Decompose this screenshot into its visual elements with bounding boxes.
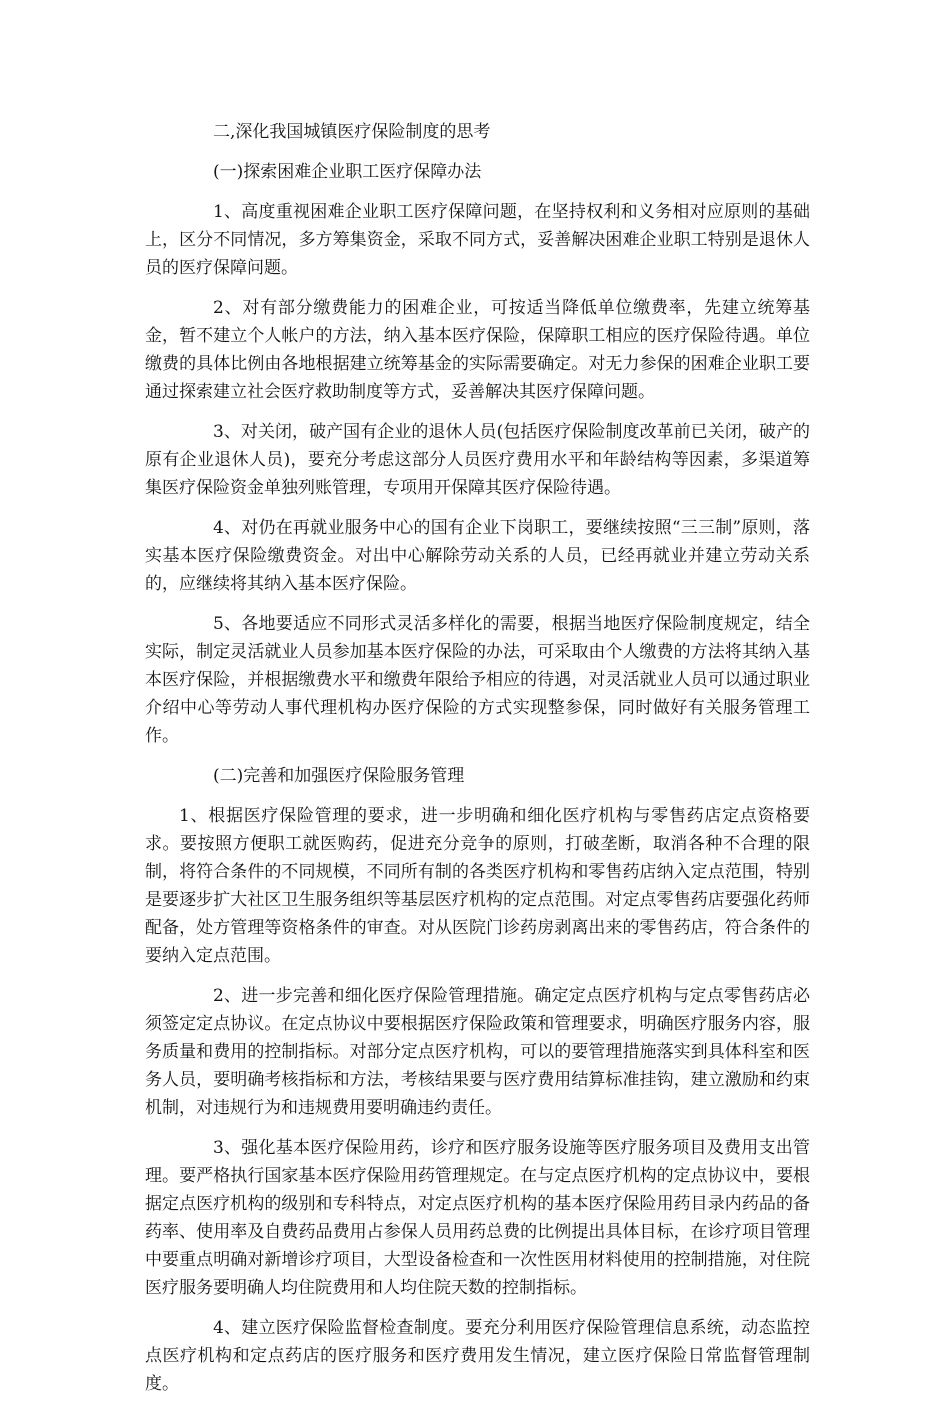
document-body [145,118,810,1410]
subsection-2-paragraph-1: 1、根据医疗保险管理的要求，进一步明确和细化医疗机构与零售药店定点资格要求。要按照方便职工就医购药，促进充分竞争的原则，打破垄断，取消各种不合理的限制，将符合条件的不同规模，不同所有制的各类医疗机构和零售药店纳入定点范围，特别是要逐步扩大社区卫生服务组织等基层医疗机构的定点范围。对定点零售药店要强化药师配备，处方管理等资格条件的审查。对从医院门诊药房剥离出来的零售药店，符合条件的要纳入定点范围。 [145,806,810,966]
section-title: 二,深化我国城镇医疗保险制度的思考 [213,122,491,142]
subsection-2-paragraph-2: 2、进一步完善和细化医疗保险管理措施。确定定点医疗机构与定点零售药店必须签定定点协议。在定点协议中要根据医疗保险政策和管理要求，明确医疗服务内容，服务质量和费用的控制指标。对部分定点医疗机构，可以的要管理措施落实到具体科室和医务人员，要明确考核指标和方法，考核结果要与医疗费用结算标准挂钩，建立激励和约束机制，对违规行为和违规费用要明确违约责任。 [145,986,810,1118]
subsection-1-paragraph-3: 3、对关闭，破产国有企业的退休人员(包括医疗保险制度改革前已关闭，破产的原有企业退休人员)，要充分考虑这部分人员医疗费用水平和年龄结构等因素，多渠道筹集医疗保险资金单独列账管理，专项用开保障其医疗保险待遇。 [145,422,810,498]
subsection-1-paragraph-2: 2、对有部分缴费能力的困难企业，可按适当降低单位缴费率，先建立统筹基金，暂不建立个人帐户的方法，纳入基本医疗保险，保障职工相应的医疗保险待遇。单位缴费的具体比例由各地根据建立统筹基金的实际需要确定。对无力参保的困难企业职工要通过探索建立社会医疗救助制度等方式，妥善解决其医疗保障问题。 [145,298,810,402]
subsection-2-paragraph-4: 4、建立医疗保险监督检查制度。要充分利用医疗保险管理信息系统，动态监控点医疗机构和定点药店的医疗服务和医疗费用发生情况，建立医疗保险日常监督管理制度。 [145,1318,810,1394]
subsection-1-paragraph-5: 5、各地要适应不同形式灵活多样化的需要，根据当地医疗保险制度规定，结全实际，制定灵活就业人员参加基本医疗保险的办法，可采取由个人缴费的方法将其纳入基本医疗保险，并根据缴费水平和缴费年限给予相应的待遇，对灵活就业人员可以通过职业介绍中心等劳动人事代理机构办医疗保险的方式实现整参保，同时做好有关服务管理工作。 [145,614,810,746]
subsection-1-title: (一)探索困难企业职工医疗保障办法 [213,162,482,182]
subsection-2-paragraph-3: 3、强化基本医疗保险用药，诊疗和医疗服务设施等医疗服务项目及费用支出管理。要严格执行国家基本医疗保险用药管理规定。在与定点医疗机构的定点协议中，要根据定点医疗机构的级别和专科特点，对定点医疗机构的基本医疗保险用药目录内药品的备药率、使用率及自费药品费用占参保人员用药总费的比例提出具体目标，在诊疗项目管理中要重点明确对新增诊疗项目，大型设备检查和一次性医用材料使用的控制措施，对住院医疗服务要明确人均住院费用和人均住院天数的控制指标。 [145,1138,810,1298]
subsection-2-title: (二)完善和加强医疗保险服务管理 [213,766,465,786]
subsection-1-paragraph-4: 4、对仍在再就业服务中心的国有企业下岗职工，要继续按照“三三制”原则，落实基本医疗保险缴费资金。对出中心解除劳动关系的人员，已经再就业并建立劳动关系的，应继续将其纳入基本医疗保险。 [145,518,810,594]
subsection-1-paragraph-1: 1、高度重视困难企业职工医疗保障问题，在坚持权利和义务相对应原则的基础上，区分不同情况，多方筹集资金，采取不同方式，妥善解决困难企业职工特别是退休人员的医疗保障问题。 [145,202,810,278]
